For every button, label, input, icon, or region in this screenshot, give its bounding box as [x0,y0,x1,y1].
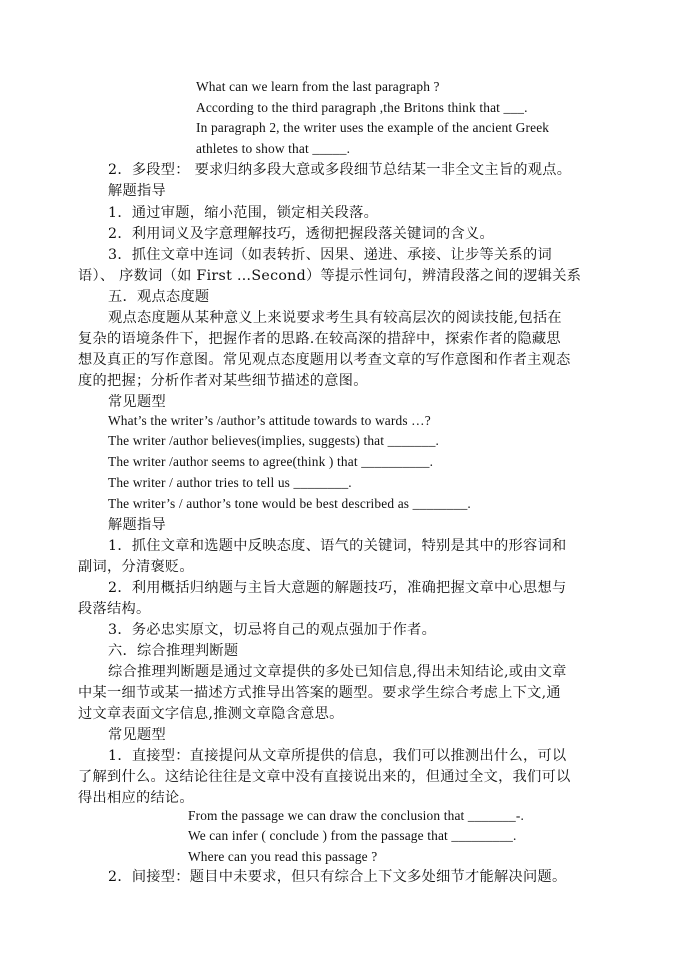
text-line-38: Where can you read this passage ? [188,849,378,864]
text-line-35: 得出相应的结论。 [78,790,194,806]
text-line-25: 2．利用概括归纳题与主旨大意题的解题技巧，准确把握文章中心思想与 [108,580,567,596]
text-line-37: We can infer ( conclude ) from the passage that _________. [188,828,517,843]
text-line-18: The writer /author believes(implies, suggests) that _______. [108,433,440,448]
text-line-33: 1．直接型：直接提问从文章所提供的信息，我们可以推测出什么，可以 [108,748,567,764]
text-line-32: 常见题型 [108,727,166,743]
text-line-7: 1．通过审题，缩小范围，锁定相关段落。 [108,205,379,221]
text-line-22: 解题指导 [108,517,166,533]
text-line-4: athletes to show that _____. [196,141,351,156]
text-line-30: 中某一细节或某一描述方式推导出答案的题型。要求学生综合考虑上下文,通 [78,685,561,701]
text-line-17: What’s the writer’s /author’s attitude towards to wards …? [108,413,431,428]
text-line-20: The writer / author tries to tell us ________. [108,475,352,490]
text-line-34: 了解到什么。这结论往往是文章中没有直接说出来的，但通过全文，我们可以 [78,769,571,785]
text-line-21: The writer’s / author’s tone would be best described as ________. [108,496,471,511]
text-line-12: 观点态度题从某种意义上来说要求考生具有较高层次的阅读技能,包括在 [108,310,562,326]
section-heading-5: 五．观点态度题 [108,289,210,305]
text-line-14: 想及真正的写作意图。常见观点态度题用以考查文章的写作意图和作者主观态 [78,352,571,368]
text-line-19: The writer /author seems to agree(think ) that __________. [108,454,434,469]
text-line-5: 2．多段型： 要求归纳多段大意或多段细节总结某一非全文主旨的观点。 [108,162,572,178]
text-line-27: 3．务必忠实原文，切忌将自己的观点强加于作者。 [108,622,437,638]
text-line-1: What can we learn from the last paragraph ? [196,79,440,94]
text-line-2: According to the third paragraph ,the Britons think that ___. [196,100,528,115]
text-line-10: 语）、 序数词（如 First …Second）等提示性词句，辨清段落之间的逻辑关系 [78,268,582,284]
text-line-15: 度的把握；分析作者对某些细节描述的意图。 [78,373,368,389]
text-line-9: 3．抓住文章中连词（如表转折、因果、递进、承接、让步等关系的词 [108,247,552,263]
text-line-8: 2．利用词义及字意理解技巧，透彻把握段落关键词的含义。 [108,226,495,242]
text-line-13: 复杂的语境条件下，把握作者的思路.在较高深的措辞中，探索作者的隐藏思 [78,331,561,347]
text-line-24: 副词，分清褒贬。 [78,559,194,575]
text-line-16: 常见题型 [108,394,166,410]
text-line-31: 过文章表面文字信息,推测文章隐含意思。 [78,706,344,722]
text-line-3: In paragraph 2, the writer uses the example of the ancient Greek [196,120,550,135]
text-line-23: 1．抓住文章和选题中反映态度、语气的关键词，特别是其中的形容词和 [108,538,567,554]
text-line-39: 2．间接型：题目中未要求，但只有综合上下文多处细节才能解决问题。 [108,869,567,885]
text-line-29: 综合推理判断题是通过文章提供的多处已知信息,得出未知结论,或由文章 [108,664,567,680]
text-line-36: From the passage we can draw the conclusion that _______-. [188,808,524,823]
text-line-6: 解题指导 [108,183,166,199]
section-heading-6: 六．综合推理判断题 [108,643,239,659]
text-line-26: 段落结构。 [78,601,151,617]
